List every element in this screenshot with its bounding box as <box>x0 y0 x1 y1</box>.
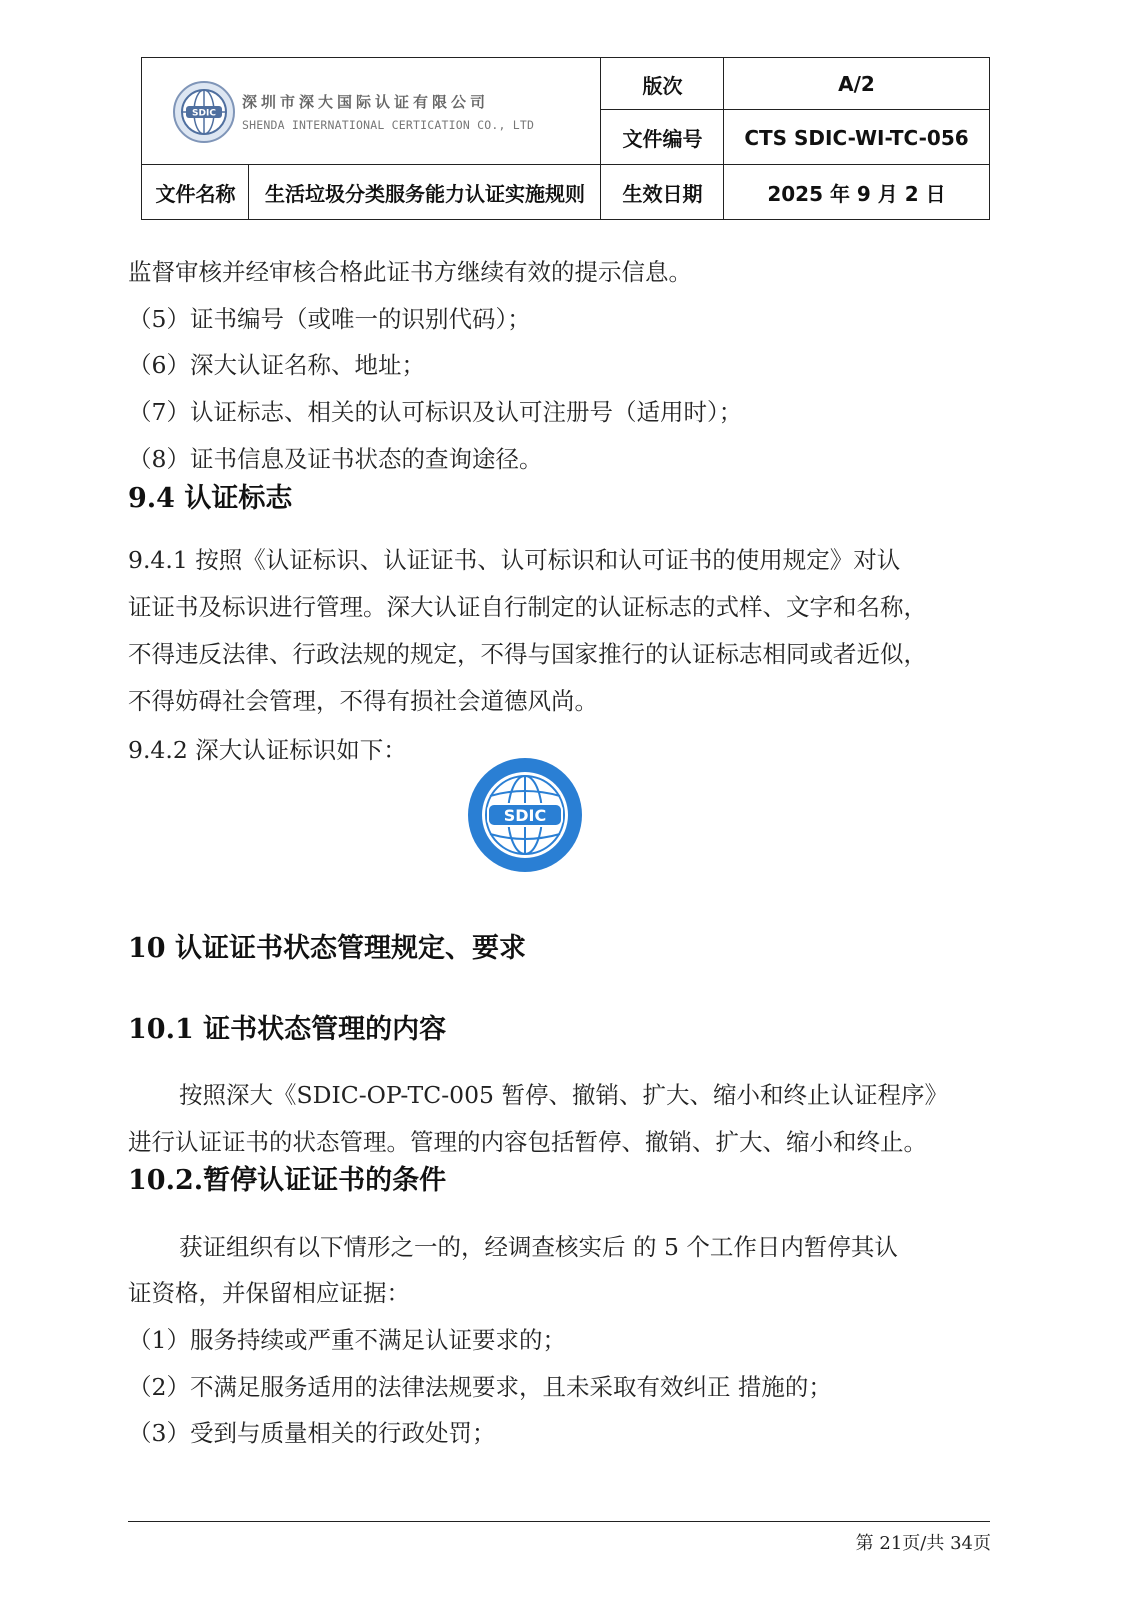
certification-seal-icon <box>466 756 584 874</box>
doc-no-label: 文件编号 <box>622 127 703 151</box>
paragraph-9-4-1 <box>128 537 983 725</box>
effective-date-label: 生效日期 <box>622 181 703 206</box>
document-header-table <box>141 57 990 220</box>
effective-date-value: 2025 年 9 月 2 日 <box>767 181 946 206</box>
list-item: （1）服务持续或严重不满足认证要求的； <box>128 1326 566 1354</box>
body-line: 监督审核并经审核合格此证书方继续有效的提示信息。 <box>128 258 692 286</box>
section-heading-10-2: 10.2.暂停认证证书的条件 <box>128 1165 447 1196</box>
svg-text:SDIC: SDIC <box>503 806 547 825</box>
section-heading-10: 10 认证证书状态管理规定、要求 <box>128 933 526 964</box>
version-value: A/2 <box>838 72 875 96</box>
footer-divider <box>128 1521 990 1522</box>
section-heading-10-1: 10.1 证书状态管理的内容 <box>128 1014 447 1045</box>
page-number: 第 21页/共 34页 <box>855 1533 991 1554</box>
paragraph-line: 进行认证证书的状态管理。管理的内容包括暂停、撤销、扩大、缩小和终止。 <box>128 1128 927 1156</box>
list-item: （6）深大认证名称、地址； <box>128 351 425 379</box>
doc-name-value: 生活垃圾分类服务能力认证实施规则 <box>265 181 585 206</box>
svg-text:SDIC: SDIC <box>192 108 216 118</box>
paragraph-line: 不得违反法律、行政法规的规定，不得与国家推行的认证标志相同或者近似， <box>128 640 927 668</box>
list-item: （8）证书信息及证书状态的查询途径。 <box>128 445 543 473</box>
section-heading-9-4: 9.4 认证标志 <box>128 483 293 514</box>
doc-no-value: CTS SDIC-WI-TC-056 <box>744 125 969 150</box>
list-item: （5）证书编号（或唯一的识别代码）； <box>128 305 531 333</box>
company-logo-cell <box>142 58 601 165</box>
paragraph-line: 不得妨碍社会管理，不得有损社会道德风尚。 <box>128 687 598 715</box>
company-name-en: SHENDA INTERNATIONAL CERTICATION CO., LTD <box>242 118 535 132</box>
paragraph-line: 获证组织有以下情形之一的，经调查核实后 的 5 个工作日内暂停其认 <box>179 1233 898 1261</box>
paragraph-line: 证资格，并保留相应证据： <box>128 1279 410 1307</box>
list-item: （2）不满足服务适用的法律法规要求，且未采取有效纠正 措施的； <box>128 1373 832 1401</box>
paragraph-line: 9.4.1 按照《认证标识、认证证书、认可标识和认可证书的使用规定》对认 <box>128 546 901 574</box>
company-logo-icon <box>172 80 236 144</box>
company-name-cn: 深圳市深大国际认证有限公司 <box>242 93 490 111</box>
list-item: （7）认证标志、相关的认可标识及认可注册号（适用时）； <box>128 398 743 426</box>
version-label: 版次 <box>642 73 683 98</box>
paragraph-9-4-2: 9.4.2 深大认证标识如下： <box>128 736 407 764</box>
doc-name-label: 文件名称 <box>155 181 236 206</box>
list-item: （3）受到与质量相关的行政处罚； <box>128 1419 496 1447</box>
paragraph-line: 证证书及标识进行管理。深大认证自行制定的认证标志的式样、文字和名称， <box>128 593 927 621</box>
paragraph-line: 按照深大《SDIC-OP-TC-005 暂停、撤销、扩大、缩小和终止认证程序》 <box>179 1081 948 1109</box>
